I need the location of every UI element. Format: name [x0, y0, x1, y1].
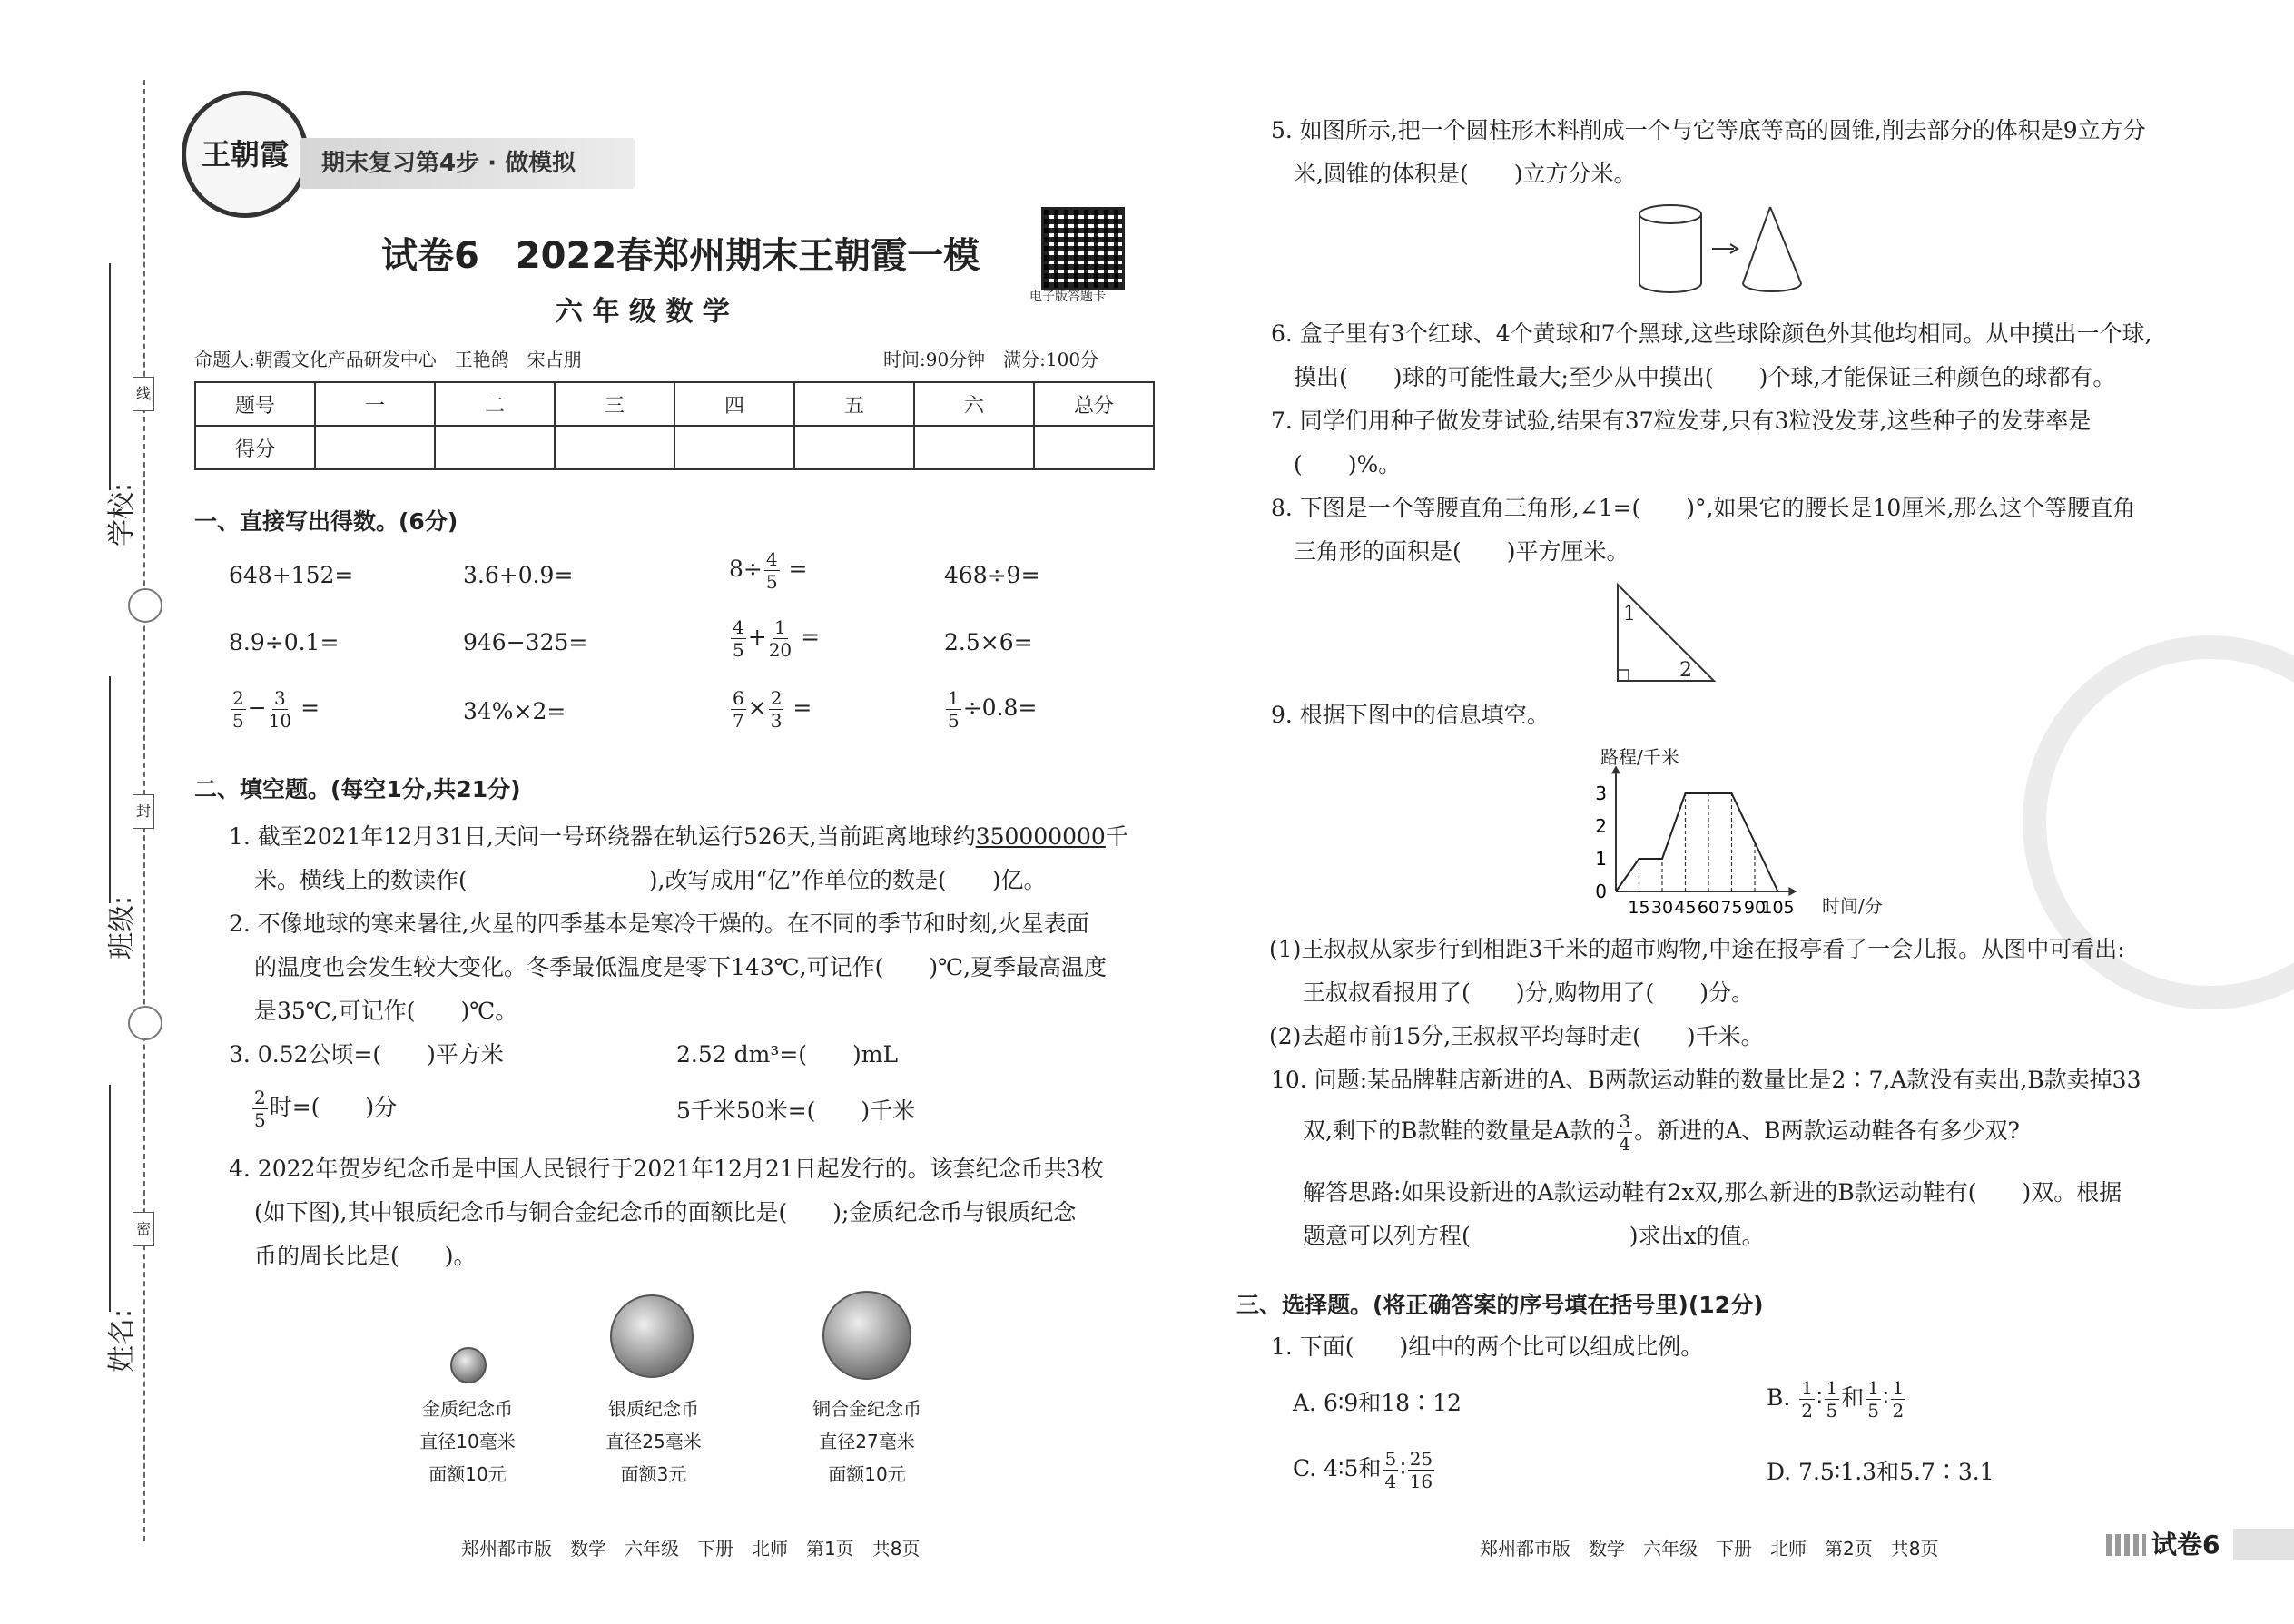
score-input-cell[interactable] [1034, 426, 1154, 469]
chart-x-arrow [1788, 887, 1797, 896]
fraction: $\frac{3}{4}$ [1619, 1110, 1631, 1155]
option-b[interactable]: B. $\frac{1}{2}$ ∶ $\frac{1}{5}$ 和 $\frac{1}{5}$ ∶ $\frac{1}{2}$ [1767, 1377, 1905, 1422]
calc-item: $\frac{6}{7}$ × $\frac{2}{3}$ = [733, 687, 812, 732]
fraction: $\frac{2}{5}$ [232, 687, 244, 732]
score-header-cell: 题号 [195, 382, 315, 426]
footer-left: 郑州都市版 数学 六年级 下册 北师 第1页 共8页 [461, 1538, 921, 1560]
binding-seal-mark [128, 1006, 162, 1040]
calc-item: 34%×2= [463, 698, 566, 724]
question-5: 5. 如图所示,把一个圆柱形木料削成一个与它等底等高的圆锥,削去部分的体积是9立方分 [1271, 117, 2146, 143]
calc-item: 8÷ $\frac{4}{5}$ = [729, 548, 808, 593]
fraction: $\frac{2}{5}$ [254, 1087, 266, 1131]
chart-y-tick: 1 [1595, 848, 1607, 870]
question-10-cont: 双,剩下的B款鞋的数量是A款的 $\frac{3}{4}$ 。新进的A、B两款运动鞋各有多少双? [1303, 1110, 2020, 1155]
chart-series-line [1616, 793, 1778, 891]
section-3-title: 三、选择题。(将正确答案的序号填在括号里)(12分) [1236, 1292, 1764, 1318]
fraction: $\frac{4}{5}$ [765, 548, 778, 593]
brand-logo-text: 王朝霞 [201, 137, 289, 172]
step-banner [300, 138, 635, 189]
score-table [194, 381, 1155, 470]
coin-caption: 铜合金纪念币 直径27毫米 面额10元 [812, 1398, 921, 1485]
calc-text: 8÷ [729, 556, 763, 582]
section-2-title: 二、填空题。(每空1分,共21分) [194, 776, 521, 802]
footer-grey-bar [2233, 1529, 2294, 1560]
gold-coin-image [450, 1347, 487, 1383]
calc-item: $\frac{1}{5}$ ÷0.8= [948, 687, 1038, 732]
chart-y-tick: 0 [1595, 881, 1607, 902]
paper-badge: 试卷6 [2151, 1530, 2220, 1560]
question-2-4-cont: (如下图),其中银质纪念币与铜合金纪念币的面额比是( );金质纪念币与银质纪念 [254, 1199, 1077, 1225]
question-2-4: 4. 2022年贺岁纪念币是中国人民银行于2021年12月21日起发行的。该套纪念币共3枚 [229, 1156, 1104, 1182]
question-2-3d: 5千米50米=( )千米 [676, 1097, 916, 1124]
score-input-cell[interactable] [914, 426, 1034, 469]
angle-label: 2 [1679, 659, 1692, 682]
coin-caption: 金质纪念币 直径10毫米 面额10元 [419, 1398, 516, 1485]
question-2-1-cont: 米。横线上的数读作( ),改写成用“亿”作单位的数是( )亿。 [254, 867, 1047, 893]
binding-seal-mark [128, 588, 162, 623]
fraction: $\frac{25}{16}$ [1409, 1448, 1433, 1492]
score-input-cell[interactable] [435, 426, 555, 469]
class-field-line[interactable] [109, 676, 111, 903]
silver-coin-image [610, 1294, 694, 1378]
question-8: 8. 下图是一个等腰直角三角形,∠1=( )°,如果它的腰长是10厘米,那么这个等腰直角 [1271, 495, 2136, 521]
score-input-cell[interactable] [555, 426, 674, 469]
question-10-hint-cont: 题意可以列方程( )求出x的值。 [1303, 1223, 1765, 1249]
score-header-cell: 六 [914, 382, 1034, 426]
fraction: $\frac{3}{10}$ [268, 687, 292, 732]
right-triangle-figure [1614, 581, 1719, 686]
question-2-2-cont: 的温度也会发生较大变化。冬季最低温度是零下143℃,可记作( )℃,夏季最高温度 [254, 954, 1108, 980]
coin-caption: 银质纪念币 直径25毫米 面额3元 [605, 1398, 702, 1485]
calc-item: 2.5×6= [944, 629, 1033, 655]
fraction: $\frac{1}{5}$ [1867, 1377, 1880, 1422]
question-9-2: (2)去超市前15分,王叔叔平均每时走( )千米。 [1269, 1023, 1764, 1049]
binding-char-feng: 封 [133, 794, 154, 829]
fraction: $\frac{1}{2}$ [1801, 1377, 1814, 1422]
fraction: $\frac{1}{20}$ [768, 616, 793, 661]
fraction: $\frac{1}{5}$ [1826, 1377, 1838, 1422]
fraction: $\frac{2}{3}$ [770, 687, 783, 732]
authors: 命题人:朝霞文化产品研发中心 王艳鸽 宋占朋 [194, 349, 582, 370]
question-5-cont: 米,圆锥的体积是( )立方分米。 [1294, 161, 1637, 187]
question-9-1: (1)王叔叔从家步行到相距3千米的超市购物,中途在报亭看了一会儿报。从图中可看出: [1269, 936, 2125, 962]
question-10-hint: 解答思路:如果设新进的A款运动鞋有2x双,那么新进的B款运动鞋有( )双。根据 [1303, 1179, 2122, 1206]
binding-char-xian: 线 [133, 377, 154, 411]
score-label-cell: 得分 [195, 426, 315, 469]
exam-title: 试卷6 2022春郑州期末王朝霞一模 [381, 235, 980, 277]
chart-y-tick: 3 [1595, 782, 1607, 804]
copper-coin-image [822, 1291, 911, 1380]
fraction: $\frac{5}{4}$ [1384, 1448, 1397, 1492]
calc-item: 3.6+0.9= [463, 562, 574, 588]
score-input-cell[interactable] [315, 426, 435, 469]
question-2-3c: $\frac{2}{5}$ 时=( )分 [254, 1087, 398, 1131]
question-2-3a: 3. 0.52公顷=( )平方米 [229, 1041, 504, 1068]
school-label: 学校: [106, 482, 139, 547]
fraction: $\frac{4}{5}$ [733, 616, 744, 661]
question-2-4-cont: 币的周长比是( )。 [254, 1243, 477, 1269]
score-header-cell: 五 [794, 382, 914, 426]
option-c[interactable]: C. 4∶5和 $\frac{5}{4}$ ∶ $\frac{25}{16}$ [1293, 1448, 1433, 1492]
class-label: 班级: [106, 895, 139, 960]
question-2-1: 1. 截至2021年12月31日,天问一号环绕器在轨运行526天,当前距离地球约350000000千 [229, 823, 1128, 850]
question-9-1-cont: 王叔叔看报用了( )分,购物用了( )分。 [1303, 979, 1754, 1006]
qr-code[interactable] [1041, 207, 1125, 290]
score-header-cell: 四 [674, 382, 794, 426]
cylinder-cone-figure [1634, 202, 1807, 298]
fraction: $\frac{6}{7}$ [733, 687, 744, 732]
calc-item: $\frac{2}{5}$ − $\frac{3}{10}$ = [232, 687, 320, 732]
exam-subtitle: 六 年 级 数 学 [556, 296, 730, 328]
binding-char-mi: 密 [133, 1212, 154, 1246]
calc-item: $\frac{4}{5}$ + $\frac{1}{20}$ = [733, 616, 821, 661]
school-field-line[interactable] [109, 263, 111, 490]
footer-right: 郑州都市版 数学 六年级 下册 北师 第2页 共8页 [1480, 1538, 1939, 1560]
score-header-cell: 三 [555, 382, 674, 426]
question-7-cont: ( )%。 [1294, 451, 1402, 477]
question-2-2-cont: 是35℃,可记作( )℃。 [254, 998, 518, 1024]
chart-x-tick: 75 [1720, 898, 1743, 918]
chart-x-label: 时间/分 [1822, 895, 1883, 917]
qr-label: 电子版答题卡 [1029, 290, 1106, 304]
fraction: $\frac{1}{5}$ [948, 687, 960, 732]
score-header-cell: 总分 [1034, 382, 1154, 426]
choice-question-1: 1. 下面( )组中的两个比可以组成比例。 [1271, 1334, 1704, 1360]
question-10: 10. 问题:某品牌鞋店新进的A、B两款运动鞋的数量比是2∶7,A款没有卖出,B款卖掉33 [1271, 1067, 2141, 1093]
calc-item: 8.9÷0.1= [229, 629, 340, 655]
chart-y-tick: 2 [1595, 815, 1607, 837]
underlined-number: 350000000 [975, 823, 1106, 850]
name-label: 姓名: [106, 1308, 139, 1373]
question-6-cont: 摸出( )球的可能性最大;至少从中摸出( )个球,才能保证三种颜色的球都有。 [1294, 364, 2116, 390]
name-field-line[interactable] [109, 1085, 111, 1312]
calc-item: 946−325= [463, 629, 588, 655]
score-input-cell[interactable] [674, 426, 794, 469]
chart-x-tick: 60 [1697, 898, 1720, 918]
section-1-title: 一、直接写出得数。(6分) [194, 508, 458, 535]
option-a[interactable]: A. 6∶9和18∶12 [1293, 1390, 1462, 1416]
question-6: 6. 盒子里有3个红球、4个黄球和7个黑球,这些球除颜色外其他均相同。从中摸出一个球, [1271, 320, 2152, 347]
footer-decor-dots [2106, 1534, 2146, 1556]
question-9: 9. 根据下图中的信息填空。 [1271, 702, 1550, 728]
score-header-cell: 二 [435, 382, 555, 426]
calc-item: 468÷9= [944, 562, 1040, 588]
question-2-2: 2. 不像地球的寒来暑往,火星的四季基本是寒冷干燥的。在不同的季节和时刻,火星表面 [229, 910, 1089, 937]
score-header-cell: 一 [315, 382, 435, 426]
score-input-cell[interactable] [794, 426, 914, 469]
calc-item: 648+152= [229, 562, 354, 588]
brand-logo [182, 91, 309, 218]
chart-x-tick: 45 [1674, 898, 1697, 918]
step-banner-text: 期末复习第4步 · 做模拟 [321, 150, 576, 177]
question-7: 7. 同学们用种子做发芽试验,结果有37粒发芽,只有3粒没发芽,这些种子的发芽率是 [1271, 408, 2092, 434]
chart-x-tick: 105 [1761, 898, 1795, 918]
angle-label: 1 [1623, 603, 1636, 625]
time-score: 时间:90分钟 满分:100分 [883, 349, 1099, 370]
chart-y-label: 路程/千米 [1600, 746, 1679, 768]
fraction: $\frac{1}{2}$ [1892, 1377, 1905, 1422]
question-2-3b: 2.52 dm³=( )mL [676, 1041, 899, 1068]
chart-x-tick: 30 [1650, 898, 1674, 918]
chart-x-tick: 15 [1628, 898, 1650, 918]
question-8-cont: 三角形的面积是( )平方厘米。 [1294, 538, 1629, 565]
chart-x-tick: 90 [1743, 898, 1767, 918]
option-d[interactable]: D. 7.5∶1.3和5.7∶3.1 [1767, 1459, 1994, 1485]
